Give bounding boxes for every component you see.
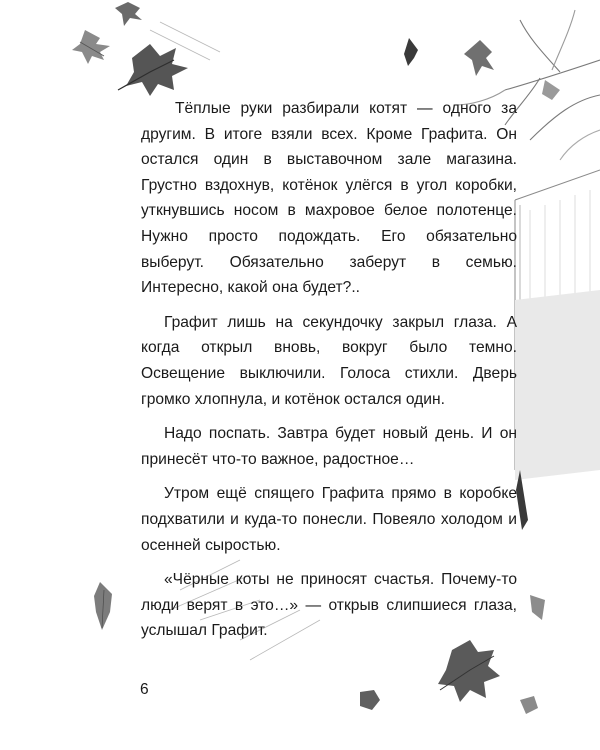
leaf-large-top	[118, 44, 188, 96]
paragraph-4: Утром ещё спящего Графита прямо в коробке подхватили и куда-то понесли. Повеяло холодом и осенней сыростью.	[141, 485, 517, 554]
leaf-bottom-right	[520, 696, 538, 714]
leaf-top-small	[115, 2, 142, 26]
paragraph-2: Графит лишь на секундочку закрыл глаза. А когда открыл вновь, вокруг было темно. Освещение выключили. Голоса стихли. Дверь громко хлопнула, и котёнок остался один.	[141, 313, 517, 408]
leaf-right-mid	[530, 595, 545, 620]
paragraph-5: «Чёрные коты не приносят счастья. Почему-то люди верят в это…» — открыв слипшиеся глаза, услышал Графит.	[141, 571, 517, 640]
leaf-bottom-small	[360, 690, 380, 710]
wall-shading	[515, 290, 600, 480]
paragraph-1: Тёплые руки разбирали котят — одного за другим. В итоге взяли всех. Кроме Графита. Он остался один в выставочном зале магазина. Грустно вздохнув, котёнок улёгся в угол коробки, уткнувшись носом в махровое белое полотенце. Нужно просто подождать. Его обязательно выберут. Обязательно заберут в семью. Интересно, какой она будет?..	[141, 100, 517, 297]
leaf-lower-left	[94, 582, 112, 630]
leaf-right-dark	[404, 38, 418, 66]
leaf-right-edge	[542, 80, 560, 100]
story-text	[141, 96, 517, 653]
leaf-top-left	[72, 30, 110, 64]
page-number: 6	[140, 681, 149, 698]
leaf-right-top	[464, 40, 494, 76]
paragraph-3: Надо поспать. Завтра будет новый день. И он принесёт что-то важное, радостное…	[141, 425, 517, 468]
